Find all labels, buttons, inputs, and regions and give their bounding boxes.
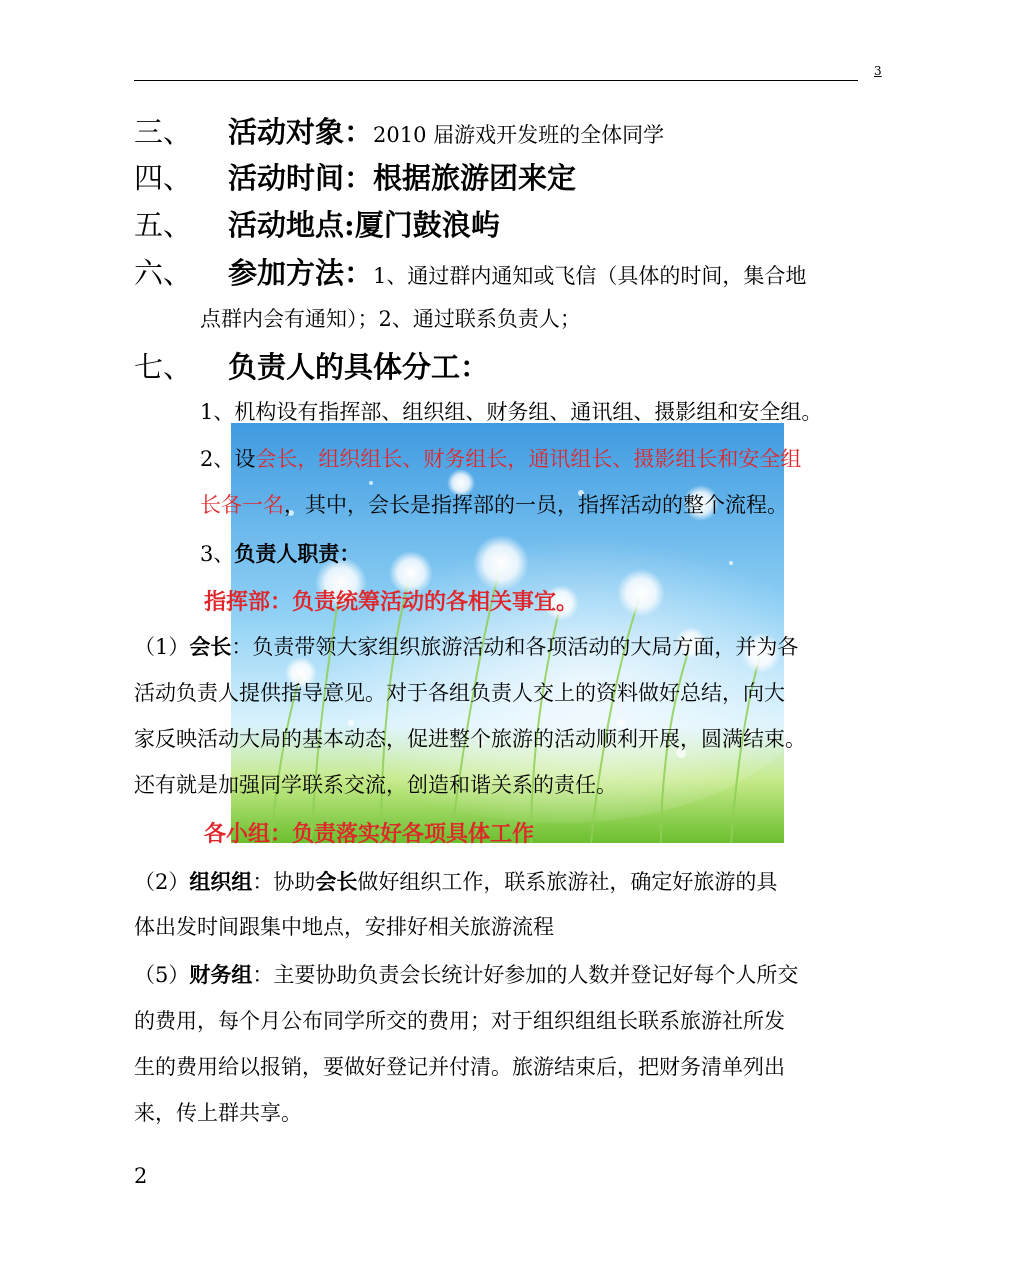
organizing-text-2: 做好组织工作，联系旅游社，确定好旅游的具 [357, 870, 778, 894]
finance-group-line-2: 的费用，每个月公布同学所交的费用；对于组织组组长联系旅游社所发 [134, 1009, 785, 1033]
section-target-audience [134, 117, 664, 150]
section-number: 三、 [134, 115, 193, 149]
section-number: 六、 [134, 256, 193, 290]
section-label: 活动时间：根据旅游团来定 [228, 161, 577, 195]
header-page-number: 3 [874, 64, 882, 78]
president-duty-line-4: 还有就是加强同学联系交流，创造和谐关系的责任。 [134, 773, 617, 797]
division-item-2-roles: 会长，组织组长、财务组长，通讯组长、摄影组长和安全组 [255, 447, 802, 471]
division-item-2 [200, 444, 801, 474]
finance-group-line-1 [134, 960, 798, 990]
finance-text-1: ：主要协助负责会长统计好参加的人数并登记好每个人所交 [252, 963, 799, 987]
section-activity-time [134, 163, 576, 196]
section-responsibilities [134, 352, 489, 385]
section-text: 2010 届游戏开发班的全体同学 [373, 123, 665, 147]
finance-group-line-4: 来，传上群共享。 [134, 1101, 302, 1125]
section-activity-location [134, 210, 500, 243]
president-prefix: （1） [134, 635, 190, 659]
organizing-prefix: （2） [134, 870, 190, 894]
section-label: 参加方法： [228, 256, 374, 290]
groups-heading: 各小组：负责落实好各项具体工作 [204, 821, 535, 847]
division-item-2-prefix: 2、设 [200, 447, 256, 471]
footer-page-number: 2 [134, 1164, 148, 1188]
section-text: 1、通过群内通知或飞信（具体的时间，集合地 [373, 264, 807, 288]
division-item-1: 1、机构设有指挥部、组织组、财务组、通讯组、摄影组和安全组。 [200, 400, 823, 424]
organizing-group-line-1 [134, 867, 777, 897]
division-item-2-rest: ，其中，会长是指挥部的一员，指挥活动的整个流程。 [284, 493, 788, 517]
finance-prefix: （5） [134, 963, 190, 987]
division-item-3 [200, 539, 360, 569]
section-label: 活动地点:厦门鼓浪屿 [228, 208, 500, 242]
division-item-3-prefix: 3、 [200, 542, 235, 566]
section-participation-method [134, 258, 806, 291]
command-heading: 指挥部：负责统筹活动的各相关事宜。 [204, 589, 579, 615]
president-duty-line-3: 家反映活动大局的基本动态，促进整个旅游的活动顺利开展，圆满结束。 [134, 727, 806, 751]
section-number: 四、 [134, 161, 193, 195]
section-number: 五、 [134, 208, 193, 242]
division-item-2-cont [200, 490, 788, 520]
organizing-label: 组织组 [189, 869, 253, 894]
finance-label: 财务组 [189, 962, 253, 987]
section-number: 七、 [134, 350, 193, 384]
division-item-3-label: 负责人职责： [234, 541, 361, 566]
president-label: 会长 [189, 634, 232, 659]
president-text: ：负责带领大家组织旅游活动和各项活动的大局方面，并为各 [231, 635, 799, 659]
president-duty-line-2: 活动负责人提供指导意见。对于各组负责人交上的资料做好总结，向大 [134, 681, 785, 705]
section-label: 负责人的具体分工： [228, 350, 490, 384]
organizing-text-1: ：协助 [252, 870, 316, 894]
header-rule [134, 80, 858, 81]
section-participation-method-cont: 点群内会有通知）；2、通过联系负责人； [200, 307, 581, 331]
organizing-president-ref: 会长 [315, 869, 358, 894]
section-label: 活动对象： [228, 115, 374, 149]
division-item-2-roles-cont: 长各一名 [200, 493, 284, 517]
finance-group-line-3: 生的费用给以报销，要做好登记并付清。旅游结束后，把财务清单列出 [134, 1055, 785, 1079]
president-duty-line-1 [134, 632, 798, 662]
organizing-group-line-2: 体出发时间跟集中地点，安排好相关旅游流程 [134, 915, 554, 939]
